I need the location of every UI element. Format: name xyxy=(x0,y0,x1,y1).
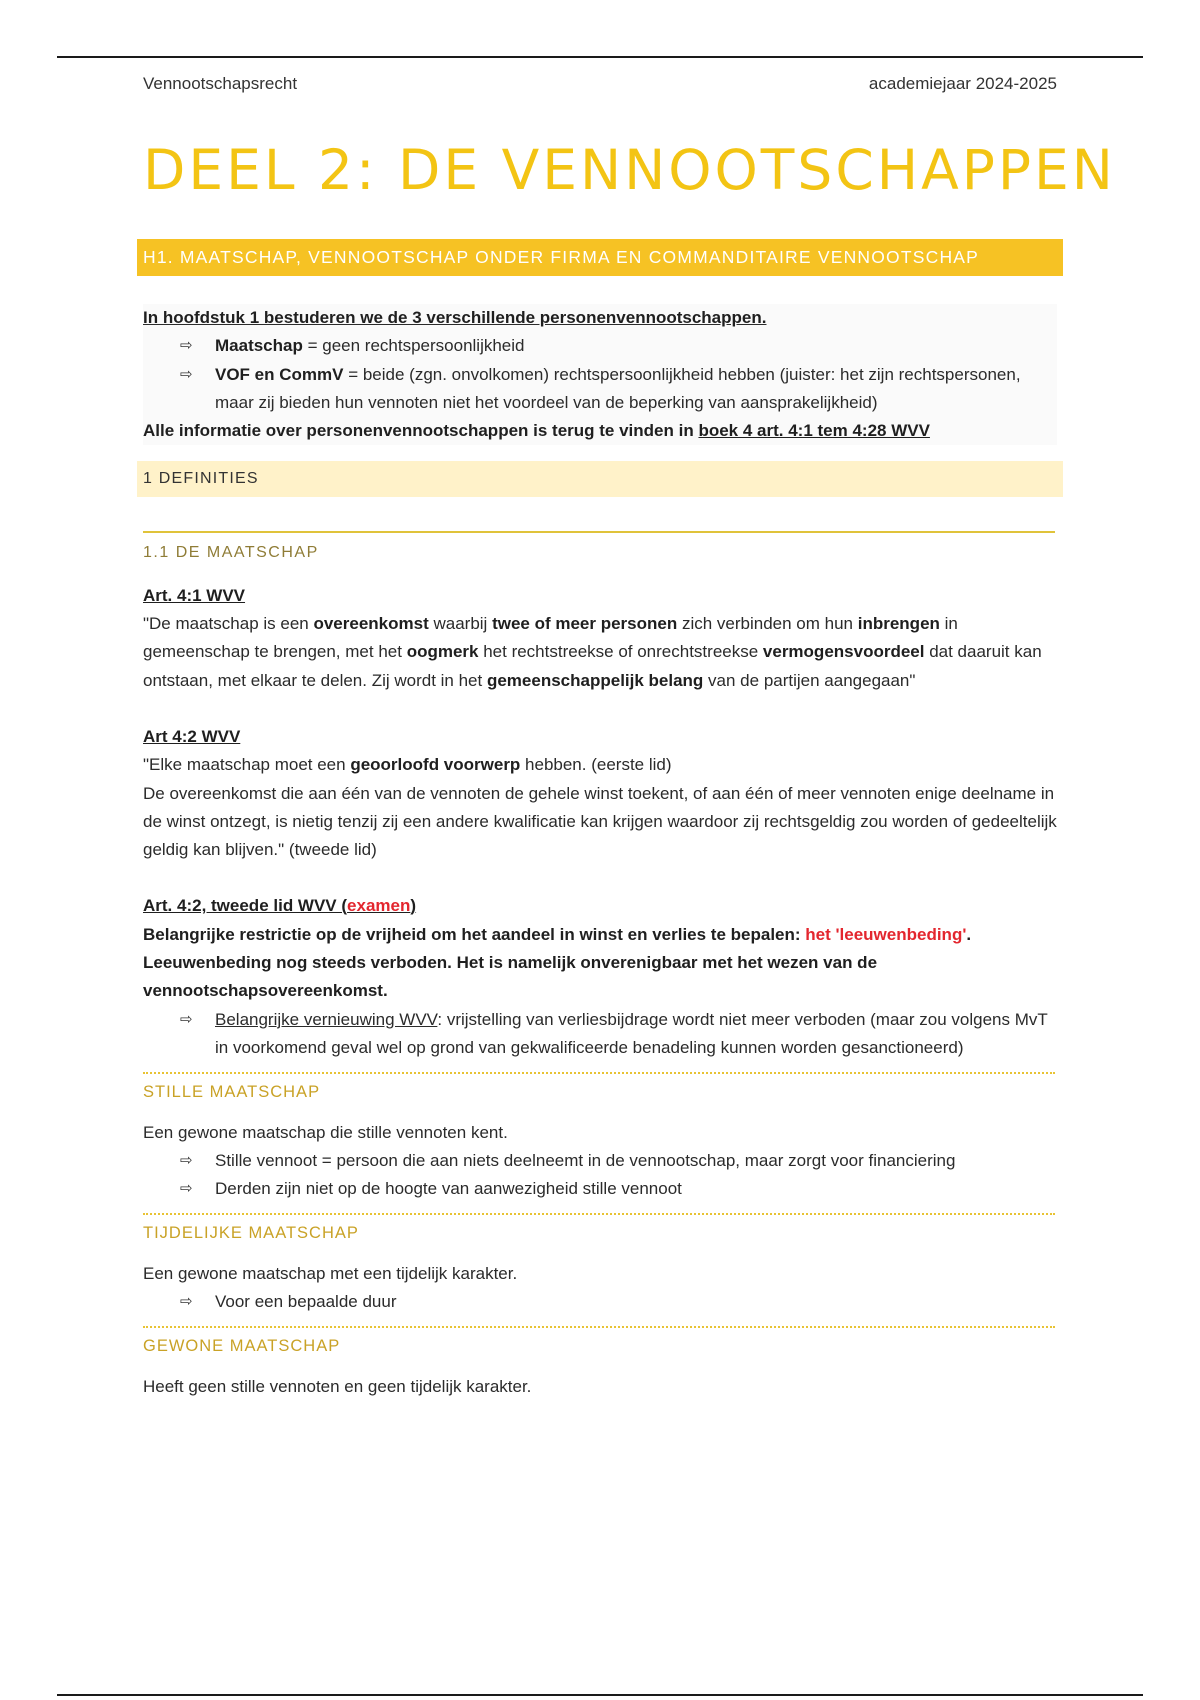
list-item: ⇨ Stille vennoot = persoon die aan niets deelneemt in de vennootschap, maar zorgt voor financiering xyxy=(215,1147,1057,1175)
page-title: DEEL 2: DE VENNOOTSCHAPPEN xyxy=(143,138,1116,202)
subsection-heading-maatschap: 1.1 DE MAATSCHAP xyxy=(143,531,1055,567)
article-text: "Elke maatschap moet een geoorloofd voorwerp hebben. (eerste lid) xyxy=(143,755,672,775)
page-header xyxy=(143,74,1057,94)
list-item: ⇨ Maatschap = geen rechtspersoonlijkheid xyxy=(215,332,1057,360)
tijdelijk-list xyxy=(143,1288,1057,1316)
list-item: ⇨ Belangrijke vernieuwing WVV: vrijstelling van verliesbijdrage wordt niet meer verboden (maar zou volgens MvT in voorkomend geval wel op grond van gekwalificeerde benadeling kunnen worden gesanctioneerd) xyxy=(215,1006,1057,1063)
exam-tag: examen xyxy=(347,896,411,916)
law-reference: boek 4 art. 4:1 tem 4:28 WVV xyxy=(698,421,930,441)
heading-tijdelijke-maatschap: TIJDELIJKE MAATSCHAP xyxy=(143,1213,1055,1247)
bottom-rule xyxy=(57,1694,1143,1696)
article-text: "De maatschap is een overeenkomst waarbij twee of meer personen zich verbinden om hun inbrengen in gemeenschap te brengen, met het oogmerk het rechtstreekse of onrechtstreekse vermogensvoordeel dat daaruit kan ontstaan, met elkaar te delen. Zij wordt in het gemeenschappelijk belang van de partijen aangegaan" xyxy=(143,614,1042,690)
section-heading-definities: 1 DEFINITIES xyxy=(137,461,1063,497)
list-item: ⇨ Derden zijn niet op de hoogte van aanwezigheid stille vennoot xyxy=(215,1175,1057,1203)
intro-heading: In hoofdstuk 1 bestuderen we de 3 verschillende personenvennootschappen. xyxy=(143,308,767,327)
article-text: De overeenkomst die aan één van de vennoten de gehele winst toekent, of aan één of meer vennoten enige deelname in de winst ontzegt, is nietig tenzij zij een andere kwalificatie kan krijgen waardoor zij rechtsgeldig zou worden of gedeeltelijk geldig kan blijven." (tweede lid) xyxy=(143,783,1057,860)
arrow-icon: ⇨ xyxy=(180,1293,193,1311)
article-label: Art. 4:1 WVV xyxy=(143,585,246,605)
arrow-icon: ⇨ xyxy=(180,1010,193,1028)
top-rule xyxy=(57,56,1143,58)
paragraph: Heeft geen stille vennoten en geen tijdelijk karakter. xyxy=(143,1376,532,1396)
heading-gewone-maatschap: GEWONE MAATSCHAP xyxy=(143,1326,1055,1360)
heading-stille-maatschap: STILLE MAATSCHAP xyxy=(143,1072,1055,1106)
chapter-heading: H1. MAATSCHAP, VENNOOTSCHAP ONDER FIRMA EN COMMANDITAIRE VENNOOTSCHAP xyxy=(137,239,1063,276)
header-course: Vennootschapsrecht xyxy=(143,74,298,93)
list-item: ⇨ VOF en CommV = beide (zgn. onvolkomen) rechtspersoonlijkheid hebben (juister: het zijn rechtspersonen, maar zij bieden hun vennoten niet het voordeel van de beperking van aansprakelijkheid) xyxy=(215,361,1057,418)
paragraph: Een gewone maatschap die stille vennoten kent. xyxy=(143,1122,508,1142)
arrow-icon: ⇨ xyxy=(180,1180,193,1198)
content xyxy=(143,304,1057,1401)
header-year: academiejaar 2024-2025 xyxy=(868,74,1057,93)
article-label: Art. 4:2, tweede lid WVV (examen) xyxy=(143,896,417,916)
stille-list xyxy=(143,1147,1057,1204)
arrow-icon: ⇨ xyxy=(180,365,193,383)
article-list xyxy=(143,1006,1057,1063)
intro-block xyxy=(143,304,1057,445)
list-item: ⇨ Voor een bepaalde duur xyxy=(215,1288,1057,1316)
article-label: Art 4:2 WVV xyxy=(143,726,241,746)
arrow-icon: ⇨ xyxy=(180,1151,193,1169)
intro-footer: Alle informatie over personenvennootschappen is terug te vinden in boek 4 art. 4:1 tem 4:28 WVV xyxy=(143,421,930,441)
intro-list xyxy=(143,332,1057,417)
paragraph: Een gewone maatschap met een tijdelijk karakter. xyxy=(143,1263,518,1283)
article-text: Belangrijke restrictie op de vrijheid om het aandeel in winst en verlies te bepalen: het 'leeuwenbeding'. Leeuwenbeding nog steeds verboden. Het is namelijk onverenigbaar met het wezen van de vennootschapsovereenkomst. xyxy=(143,924,972,1001)
arrow-icon: ⇨ xyxy=(180,337,193,355)
